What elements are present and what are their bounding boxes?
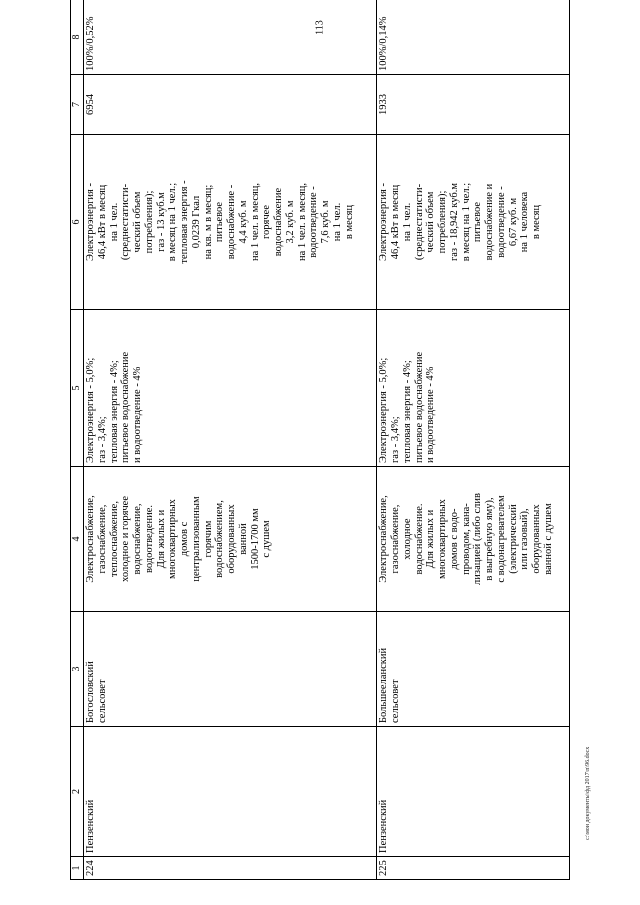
col-number-1: 1	[71, 857, 84, 880]
count-cell: 1933	[377, 75, 570, 135]
cell-line: газоснабжение,	[96, 504, 108, 574]
cell-line: Для жилых и	[425, 509, 437, 569]
cell-line: 0,0239 Гкал	[190, 195, 202, 249]
col-number-6: 6	[71, 135, 84, 310]
cell-line: 1500-1700 мм	[249, 508, 261, 570]
services-cell	[84, 467, 377, 612]
district-cell: Пензенский	[377, 727, 570, 857]
cell-line: 46,4 кВт в месяц	[96, 184, 108, 260]
col-number-7: 7	[71, 75, 84, 135]
cell-line: Для жилых и	[155, 509, 167, 569]
cell-line: на кв. м в месяц;	[202, 184, 214, 260]
cell-line: многоквартирных	[167, 499, 179, 579]
cell-line: Большееланский	[378, 647, 390, 723]
row-number: 225	[377, 857, 570, 880]
cell-line: в месяц на 1 чел.;	[460, 182, 472, 262]
cell-line: газ - 3,4%;	[96, 416, 108, 463]
cell-line: на 1 чел. в месяц,	[249, 182, 261, 262]
cell-line: многоквартирных	[437, 499, 449, 579]
row-number: 224	[84, 857, 377, 880]
cell-line: на 1 человека	[519, 191, 531, 253]
services-cell	[377, 467, 570, 612]
cell-line: (среднестатисти-	[413, 183, 425, 261]
cell-line: тепловая энергия -	[179, 180, 190, 264]
cell-line: водоотведение -	[308, 186, 320, 258]
cell-line: оборудованных	[226, 504, 237, 574]
cell-line: Электроснабжение,	[85, 495, 96, 583]
cell-line: холодное	[401, 518, 413, 560]
cell-line: Электроэнергия -	[85, 183, 96, 261]
cell-line: горячим	[202, 520, 214, 558]
cell-line: питьевое водоснабжение	[120, 351, 132, 463]
cell-line: сельсовет	[96, 679, 108, 723]
cell-line: 3,2 куб. м	[284, 200, 296, 244]
cell-line: или газовый),	[519, 508, 531, 570]
district-cell: Пензенский	[84, 727, 377, 857]
cell-line: Богословский	[85, 661, 96, 723]
share-cell: 100%/0,14%	[377, 0, 570, 75]
cell-line: и водоотведение - 4%	[425, 366, 437, 463]
cell-line: ванной с душем	[542, 503, 554, 575]
cell-line: Электроэнергия - 5,0%;	[378, 357, 390, 463]
cell-line: на 1 чел.	[331, 202, 343, 242]
cell-line: и водоотведение - 4%	[132, 366, 143, 463]
cell-line: питьевое водоснабжение	[413, 351, 425, 463]
cell-line: лизацией (либо слив	[472, 493, 484, 585]
page-number: 113	[314, 20, 326, 35]
col-number-2: 2	[71, 727, 84, 857]
tariff-table	[70, 0, 570, 880]
norms-cell	[84, 135, 377, 310]
cell-line: централизованным	[190, 496, 202, 582]
cell-line: в месяц	[531, 204, 543, 240]
rates-cell	[377, 310, 570, 467]
cell-line: Электроэнергия - 5,0%;	[85, 357, 96, 463]
cell-line: проводом, кана-	[460, 503, 472, 575]
cell-line: водоотведение -	[495, 186, 507, 258]
cell-line: домов с	[179, 521, 190, 557]
cell-line: с душем	[261, 520, 273, 558]
footer-file-path: c:\мои документы\фд 2017\п\96.docx	[585, 746, 591, 840]
cell-line: домов с водо-	[448, 508, 460, 570]
cell-line: водоснабжение.	[413, 503, 425, 575]
cell-line: водоснабжение -	[226, 184, 237, 260]
cell-line: на 1 чел. в месяц,	[296, 182, 308, 262]
cell-line: с водонагревателем	[495, 495, 507, 583]
cell-line: (электрический	[507, 504, 519, 574]
cell-line: в месяц	[343, 204, 355, 240]
cell-line: сельсовет	[390, 679, 402, 723]
council-cell	[84, 612, 377, 727]
cell-line: тепловая энергия - 4%;	[401, 360, 413, 463]
cell-line: Электроснабжение,	[378, 495, 390, 583]
cell-line: (среднестатисти-	[120, 183, 132, 261]
cell-line: 7,6 куб. м	[320, 200, 331, 244]
cell-line: питьевое	[472, 201, 484, 243]
col-number-8: 8	[71, 0, 84, 75]
col-number-4: 4	[71, 467, 84, 612]
cell-line: питьевое	[214, 201, 226, 243]
cell-line: водоснабжение и	[484, 183, 496, 261]
cell-line: горячее	[261, 205, 273, 239]
cell-line: водоснабжение,	[132, 503, 143, 575]
rates-cell	[84, 310, 377, 467]
cell-line: газоснабжение,	[390, 504, 402, 574]
cell-line: 46,4 кВт в месяц	[390, 184, 402, 260]
cell-line: водоснабжением,	[214, 500, 226, 578]
norms-cell	[377, 135, 570, 310]
table-row	[84, 0, 377, 880]
cell-line: газ - 18,942 куб.м	[448, 182, 460, 262]
cell-line: газ - 3,4%;	[390, 416, 402, 463]
council-cell	[377, 612, 570, 727]
cell-line: оборудованных	[531, 504, 543, 574]
cell-line: газ - 13 куб.м	[155, 192, 167, 252]
cell-line: ческий объем	[132, 191, 143, 253]
share-cell: 100%/0,52%	[84, 0, 377, 75]
column-number-row	[71, 0, 84, 880]
cell-line: водоотведение.	[143, 504, 155, 574]
cell-line: водоснабжение	[273, 187, 284, 257]
table-row	[377, 0, 570, 880]
col-number-3: 3	[71, 612, 84, 727]
col-number-5: 5	[71, 310, 84, 467]
cell-line: ванной	[237, 523, 249, 555]
cell-line: ческий объем	[425, 191, 437, 253]
cell-line: 6,67 куб. м	[507, 197, 519, 247]
cell-line: теплоснабжение,	[108, 501, 120, 577]
cell-line: Электроэнергия -	[378, 183, 390, 261]
cell-line: в выгребную яму),	[484, 497, 496, 581]
cell-line: потребления);	[143, 190, 155, 254]
cell-line: 4,4 куб. м	[237, 200, 249, 244]
cell-line: потребления);	[437, 190, 449, 254]
cell-line: на 1 чел.	[108, 202, 120, 242]
cell-line: в месяц на 1 чел.;	[167, 182, 179, 262]
cell-line: тепловая энергия - 4%;	[108, 360, 120, 463]
cell-line: холодное и горячее	[120, 496, 132, 582]
cell-line: на 1 чел.	[401, 202, 413, 242]
count-cell: 6954	[84, 75, 377, 135]
